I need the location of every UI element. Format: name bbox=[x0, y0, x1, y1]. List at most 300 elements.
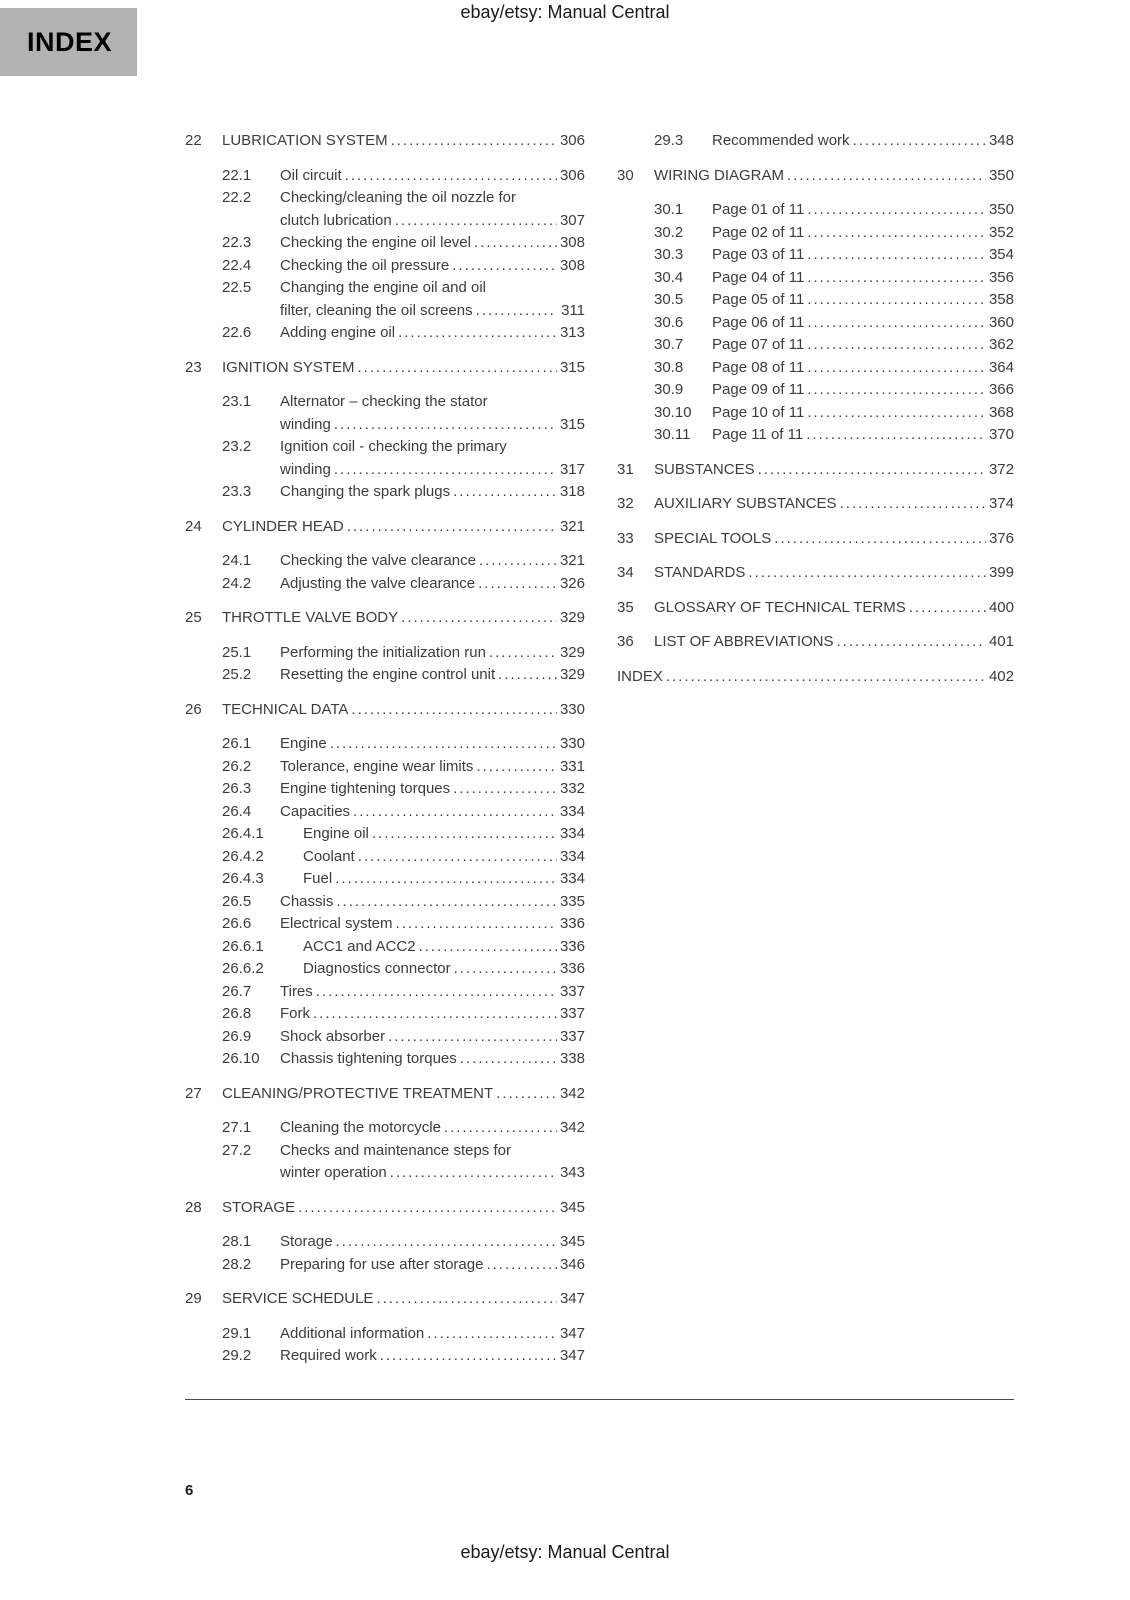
dotted-leader bbox=[479, 550, 557, 573]
dotted-leader bbox=[395, 210, 557, 233]
toc-entry-title: ACC1 and ACC2 bbox=[303, 937, 416, 955]
dotted-leader bbox=[351, 699, 557, 722]
toc-entry-number: 26.4.3 bbox=[222, 870, 264, 887]
toc-entry-title: Fuel bbox=[303, 870, 333, 887]
toc-entry-number: 25.2 bbox=[222, 666, 252, 683]
toc-entry[interactable] bbox=[185, 130, 585, 153]
dotted-leader bbox=[806, 424, 986, 447]
toc-entry-body bbox=[617, 666, 1014, 689]
toc-entry-title-line: Ignition coil - checking the primary bbox=[280, 438, 507, 455]
toc-entry-body bbox=[280, 255, 585, 278]
toc-entry-title: THROTTLE VALVE BODY bbox=[222, 609, 399, 626]
toc-entry[interactable] bbox=[185, 1254, 585, 1277]
toc-entry-page: 352 bbox=[988, 223, 1014, 241]
toc-entry-page: 321 bbox=[559, 517, 585, 535]
toc-entry-body bbox=[280, 165, 585, 188]
toc-entry-title: Resetting the engine control unit bbox=[280, 666, 496, 683]
toc-entry-page: 370 bbox=[988, 426, 1014, 443]
toc-entry-page: 336 bbox=[559, 937, 585, 955]
toc-entry-number: 36 bbox=[617, 633, 634, 650]
dotted-leader bbox=[774, 528, 986, 551]
toc-entry-number: 22.6 bbox=[222, 324, 252, 341]
index-tab-label: INDEX bbox=[27, 26, 113, 57]
toc-entry[interactable] bbox=[617, 631, 1014, 654]
toc-entry-number: 30.6 bbox=[654, 313, 684, 331]
toc-entry[interactable] bbox=[185, 481, 585, 504]
dotted-leader bbox=[807, 379, 986, 402]
toc-entry-body bbox=[280, 664, 585, 687]
toc-entry-body bbox=[280, 1117, 585, 1140]
toc-entry-page: 329 bbox=[559, 609, 585, 626]
toc-entry-page: 368 bbox=[988, 403, 1014, 421]
toc-entry-body bbox=[222, 1083, 585, 1106]
toc-entry-page: 401 bbox=[988, 633, 1014, 650]
toc-entry-number: 22.4 bbox=[222, 256, 252, 274]
toc-entry-page: 334 bbox=[559, 870, 585, 887]
toc-entry-title-line: Checks and maintenance steps for bbox=[280, 1141, 511, 1159]
dotted-leader bbox=[474, 232, 557, 255]
dotted-leader bbox=[398, 322, 557, 345]
toc-entry-body bbox=[280, 391, 585, 436]
toc-entry[interactable] bbox=[185, 391, 585, 436]
toc-entry-page: 306 bbox=[559, 132, 585, 149]
toc-entry-page: 331 bbox=[559, 757, 585, 775]
toc-entry-title: Page 02 of 11 bbox=[712, 223, 805, 241]
toc-entry-number: 30.9 bbox=[654, 381, 684, 398]
toc-entry-number: 26.1 bbox=[222, 735, 252, 752]
toc-entry[interactable] bbox=[617, 379, 1014, 402]
toc-entry[interactable] bbox=[617, 289, 1014, 312]
toc-entry-title: SERVICE SCHEDULE bbox=[222, 1290, 374, 1307]
toc-entry-body bbox=[654, 493, 1014, 516]
toc-entry[interactable] bbox=[617, 334, 1014, 357]
toc-entry[interactable] bbox=[185, 664, 585, 687]
toc-entry[interactable] bbox=[185, 1323, 585, 1346]
toc-entry-body bbox=[280, 642, 585, 665]
toc-entry[interactable] bbox=[185, 573, 585, 596]
dotted-leader bbox=[335, 868, 557, 891]
toc-entry-body bbox=[280, 1003, 585, 1026]
footer-title: ebay/etsy: Manual Central bbox=[460, 1542, 670, 1562]
toc-entry-number: 22.2 bbox=[222, 189, 252, 206]
dotted-leader bbox=[353, 801, 557, 824]
toc-entry[interactable] bbox=[617, 312, 1014, 335]
toc-entry-page: 334 bbox=[559, 825, 585, 842]
toc-entry[interactable] bbox=[185, 1048, 585, 1071]
toc-entry-number: 31 bbox=[617, 460, 634, 478]
dotted-leader bbox=[478, 573, 557, 596]
toc-entry-number: 24.2 bbox=[222, 574, 252, 592]
toc-entry-body bbox=[280, 550, 585, 573]
toc-entry[interactable] bbox=[185, 778, 585, 801]
toc-entry-title: IGNITION SYSTEM bbox=[222, 358, 355, 376]
dotted-leader bbox=[313, 1003, 557, 1026]
toc-entry-page: 332 bbox=[559, 780, 585, 797]
toc-entry[interactable] bbox=[185, 868, 585, 891]
toc-entry-title: Page 11 of 11 bbox=[712, 426, 804, 443]
toc-entry-body bbox=[280, 481, 585, 504]
toc-entry-number: 23.2 bbox=[222, 438, 252, 455]
toc-entry[interactable] bbox=[185, 322, 585, 345]
toc-entry[interactable] bbox=[617, 666, 1014, 689]
toc-entry-body bbox=[280, 1048, 585, 1071]
toc-entry[interactable] bbox=[617, 402, 1014, 425]
dotted-leader bbox=[807, 267, 986, 290]
toc-entry[interactable] bbox=[185, 699, 585, 722]
toc-entry[interactable] bbox=[617, 424, 1014, 447]
dotted-leader bbox=[758, 459, 986, 482]
toc-entry-number: 25 bbox=[185, 609, 202, 626]
toc-entry-body bbox=[712, 130, 1014, 153]
toc-entry-title: Adding engine oil bbox=[280, 324, 396, 341]
toc-entry-number: 30.4 bbox=[654, 268, 684, 286]
toc-entry-body bbox=[280, 891, 585, 914]
toc-entry-page: 347 bbox=[559, 1324, 585, 1342]
dotted-leader bbox=[427, 1323, 557, 1346]
toc-entry[interactable] bbox=[185, 958, 585, 981]
footer-divider bbox=[185, 1399, 1014, 1400]
toc-entry[interactable] bbox=[185, 1003, 585, 1026]
page-number: 6 bbox=[185, 1482, 194, 1499]
toc-entry[interactable] bbox=[185, 1140, 585, 1185]
dotted-leader bbox=[347, 516, 557, 539]
toc-entry-page: 360 bbox=[988, 313, 1014, 331]
toc-entry-number: 26.3 bbox=[222, 780, 252, 797]
toc-entry[interactable] bbox=[185, 165, 585, 188]
toc-entry-page: 343 bbox=[559, 1164, 585, 1181]
toc-entry[interactable] bbox=[185, 1345, 585, 1368]
toc-entry-body bbox=[280, 436, 585, 481]
toc-entry-page: 354 bbox=[988, 246, 1014, 263]
toc-entry-title: SUBSTANCES bbox=[654, 460, 755, 478]
toc-entry-title: Diagnostics connector bbox=[303, 960, 451, 977]
toc-entry-page: 307 bbox=[559, 211, 585, 229]
toc-entry[interactable] bbox=[617, 199, 1014, 222]
toc-entry-page: 362 bbox=[988, 336, 1014, 353]
dotted-leader bbox=[476, 300, 557, 323]
toc-entry-number: 29 bbox=[185, 1290, 202, 1307]
toc-entry-body bbox=[280, 573, 585, 596]
toc-entry-number: 30 bbox=[617, 166, 634, 184]
toc-entry-body bbox=[280, 801, 585, 824]
toc-entry-body bbox=[712, 199, 1014, 222]
toc-entry-number: 30.8 bbox=[654, 358, 684, 376]
dotted-leader bbox=[909, 597, 986, 620]
toc-entry[interactable] bbox=[617, 165, 1014, 188]
dotted-leader bbox=[460, 1048, 557, 1071]
toc-entry-body bbox=[222, 516, 585, 539]
dotted-leader bbox=[807, 222, 986, 245]
toc-entry[interactable] bbox=[617, 562, 1014, 585]
toc-entry-number: 30.5 bbox=[654, 291, 684, 308]
toc-entry-title: Recommended work bbox=[712, 132, 850, 149]
toc-entry-title: LUBRICATION SYSTEM bbox=[222, 132, 388, 149]
toc-entry-body bbox=[303, 868, 585, 891]
header-title: ebay/etsy: Manual Central bbox=[460, 2, 670, 22]
toc-entry-body bbox=[712, 289, 1014, 312]
toc-entry-body bbox=[712, 402, 1014, 425]
toc-entry-page: 350 bbox=[988, 201, 1014, 218]
toc-entry-number: 27.1 bbox=[222, 1119, 252, 1136]
toc-entry-number: 27.2 bbox=[222, 1141, 252, 1159]
toc-entry-page: 372 bbox=[988, 460, 1014, 478]
dotted-leader bbox=[336, 891, 557, 914]
toc-entry-number: 26.8 bbox=[222, 1005, 252, 1022]
toc-entry-number: 32 bbox=[617, 495, 634, 512]
toc-entry-title: CYLINDER HEAD bbox=[222, 517, 344, 535]
toc-entry-number: 26 bbox=[185, 700, 202, 718]
toc-entry-page: 338 bbox=[559, 1050, 585, 1067]
toc-entry-body bbox=[712, 244, 1014, 267]
toc-entry[interactable] bbox=[185, 733, 585, 756]
toc-entry[interactable] bbox=[617, 222, 1014, 245]
toc-entry-number: 23.1 bbox=[222, 393, 252, 410]
toc-entry[interactable] bbox=[185, 846, 585, 869]
toc-entry-body bbox=[280, 778, 585, 801]
dotted-leader bbox=[453, 481, 557, 504]
dotted-leader bbox=[330, 733, 557, 756]
toc-entry-page: 308 bbox=[559, 256, 585, 274]
toc-entry-page: 348 bbox=[988, 132, 1014, 149]
toc-entry-number: 29.3 bbox=[654, 132, 684, 149]
toc-entry-body bbox=[280, 756, 585, 779]
toc-entry[interactable] bbox=[185, 357, 585, 380]
dotted-leader bbox=[380, 1345, 557, 1368]
toc-entry-title: winding bbox=[280, 460, 331, 478]
toc-entry-body bbox=[280, 1231, 585, 1254]
toc-entry[interactable] bbox=[185, 936, 585, 959]
toc-entry-body bbox=[222, 1288, 585, 1311]
toc-entry[interactable] bbox=[185, 756, 585, 779]
toc-entry-number: 24.1 bbox=[222, 552, 252, 569]
toc-entry-title: clutch lubrication bbox=[280, 211, 392, 229]
toc-entry-title: Additional information bbox=[280, 1324, 425, 1342]
dotted-leader bbox=[396, 913, 557, 936]
toc-entry-body bbox=[280, 981, 585, 1004]
toc-entry[interactable] bbox=[185, 1083, 585, 1106]
toc-entry-body bbox=[712, 267, 1014, 290]
toc-entry-title: TECHNICAL DATA bbox=[222, 700, 349, 718]
toc-entry-body bbox=[222, 607, 585, 630]
toc-entry-page: 337 bbox=[559, 1005, 585, 1022]
toc-entry-page: 308 bbox=[559, 234, 585, 251]
toc-entry-body bbox=[654, 597, 1014, 620]
toc-entry[interactable] bbox=[185, 1231, 585, 1254]
toc-entry-title: Engine tightening torques bbox=[280, 780, 451, 797]
dotted-leader bbox=[391, 130, 557, 153]
toc-entry-number: 22.5 bbox=[222, 279, 252, 296]
toc-entry-number: 28 bbox=[185, 1198, 202, 1216]
toc-entry[interactable] bbox=[185, 436, 585, 481]
toc-entry-number: 34 bbox=[617, 564, 634, 581]
toc-entry[interactable] bbox=[185, 642, 585, 665]
dotted-leader bbox=[453, 778, 557, 801]
toc-entry-body bbox=[654, 562, 1014, 585]
toc-entry-page: 358 bbox=[988, 291, 1014, 308]
toc-entry-page: 366 bbox=[988, 381, 1014, 398]
toc-entry-page: 336 bbox=[559, 915, 585, 932]
toc-entry-title: Page 10 of 11 bbox=[712, 403, 805, 421]
toc-entry-page: 342 bbox=[559, 1084, 585, 1102]
toc-entry-number: 26.10 bbox=[222, 1050, 260, 1067]
toc-entry[interactable] bbox=[617, 267, 1014, 290]
toc-entry-title: Page 05 of 11 bbox=[712, 291, 805, 308]
toc-entry-body bbox=[280, 1323, 585, 1346]
toc-entry[interactable] bbox=[185, 891, 585, 914]
dotted-leader bbox=[807, 244, 986, 267]
toc-entry-body bbox=[280, 232, 585, 255]
toc-entry[interactable] bbox=[185, 1197, 585, 1220]
toc-entry[interactable] bbox=[185, 1117, 585, 1140]
toc-entry-title: Engine oil bbox=[303, 825, 369, 842]
toc-entry-body bbox=[654, 165, 1014, 188]
toc-entry[interactable] bbox=[617, 493, 1014, 516]
dotted-leader bbox=[496, 1083, 557, 1106]
toc-entry-number: 26.7 bbox=[222, 982, 252, 1000]
dotted-leader bbox=[807, 312, 986, 335]
toc-entry-title: Page 07 of 11 bbox=[712, 336, 805, 353]
dotted-leader bbox=[334, 459, 557, 482]
toc-entry-page: 329 bbox=[559, 643, 585, 661]
dotted-leader bbox=[807, 357, 986, 380]
toc-entry[interactable] bbox=[185, 516, 585, 539]
toc-entry-number: 30.7 bbox=[654, 336, 684, 353]
toc-entry-title: LIST OF ABBREVIATIONS bbox=[654, 633, 834, 650]
toc-entry-body bbox=[712, 424, 1014, 447]
toc-entry-body bbox=[222, 130, 585, 153]
toc-entry-body bbox=[712, 357, 1014, 380]
toc-entry-page: 374 bbox=[988, 495, 1014, 512]
toc-entry-body bbox=[280, 1254, 585, 1277]
toc-entry-title: Checking the oil pressure bbox=[280, 256, 450, 274]
toc-entry-number: 27 bbox=[185, 1084, 202, 1102]
toc-entry-page: 306 bbox=[559, 166, 585, 184]
dotted-leader bbox=[334, 414, 557, 437]
toc-entry-page: 356 bbox=[988, 268, 1014, 286]
toc-entry[interactable] bbox=[617, 244, 1014, 267]
toc-entry-number: 30.10 bbox=[654, 403, 692, 421]
toc-entry-title: Storage bbox=[280, 1233, 333, 1250]
toc-entry-page: 399 bbox=[988, 564, 1014, 581]
dotted-leader bbox=[298, 1197, 557, 1220]
toc-entry-number: 29.1 bbox=[222, 1324, 252, 1342]
toc-entry-body bbox=[222, 357, 585, 380]
dotted-leader bbox=[840, 493, 986, 516]
toc-entry-title: Chassis bbox=[280, 892, 334, 910]
toc-entry-title: Page 03 of 11 bbox=[712, 246, 805, 263]
dotted-leader bbox=[666, 666, 986, 689]
toc-entry[interactable] bbox=[185, 232, 585, 255]
toc-entry-title: winding bbox=[280, 415, 331, 433]
dotted-leader bbox=[787, 165, 986, 188]
toc-entry[interactable] bbox=[185, 550, 585, 573]
toc-entry-title: Tires bbox=[280, 982, 313, 1000]
dotted-leader bbox=[358, 357, 557, 380]
toc-entry[interactable] bbox=[185, 1288, 585, 1311]
toc-entry-number: 26.9 bbox=[222, 1027, 252, 1045]
toc-entry-number: 30.1 bbox=[654, 201, 684, 218]
toc-entry-body bbox=[280, 322, 585, 345]
toc-entry-body bbox=[303, 958, 585, 981]
toc-entry-number: 26.6.2 bbox=[222, 960, 264, 977]
dotted-leader bbox=[376, 1288, 557, 1311]
toc-entry[interactable] bbox=[617, 597, 1014, 620]
toc-entry-number: 22.1 bbox=[222, 166, 252, 184]
dotted-leader bbox=[372, 823, 557, 846]
toc-entry[interactable] bbox=[185, 801, 585, 824]
toc-entry[interactable] bbox=[185, 1026, 585, 1049]
toc-entry-number: 30.3 bbox=[654, 246, 684, 263]
toc-entry-title: Shock absorber bbox=[280, 1027, 386, 1045]
toc-entry-page: 402 bbox=[988, 667, 1014, 685]
toc-entry-title: Page 04 of 11 bbox=[712, 268, 805, 286]
toc-entry-page: 330 bbox=[559, 735, 585, 752]
toc-entry[interactable] bbox=[185, 607, 585, 630]
toc-entry-number: 28.1 bbox=[222, 1233, 252, 1250]
toc-entry-page: 364 bbox=[988, 358, 1014, 376]
toc-entry-page: 336 bbox=[559, 960, 585, 977]
toc-entry-title: SPECIAL TOOLS bbox=[654, 529, 772, 547]
toc-entry-body bbox=[303, 936, 585, 959]
toc-entry-page: 334 bbox=[559, 802, 585, 820]
toc-entry-page: 337 bbox=[559, 982, 585, 1000]
dotted-leader bbox=[452, 255, 557, 278]
toc-entry-number: 30.11 bbox=[654, 426, 691, 443]
toc-entry-body bbox=[712, 334, 1014, 357]
toc-entry-title: Checking the engine oil level bbox=[280, 234, 471, 251]
toc-entry[interactable] bbox=[185, 255, 585, 278]
toc-entry[interactable] bbox=[185, 187, 585, 232]
toc-entry[interactable] bbox=[185, 913, 585, 936]
toc-entry[interactable] bbox=[617, 357, 1014, 380]
toc-entry-title: Tolerance, engine wear limits bbox=[280, 757, 474, 775]
toc-entry-page: 317 bbox=[559, 460, 585, 478]
toc-entry[interactable] bbox=[617, 528, 1014, 551]
dotted-leader bbox=[807, 199, 986, 222]
toc-entry-title: Page 01 of 11 bbox=[712, 201, 805, 218]
toc-entry-title: Engine bbox=[280, 735, 327, 752]
toc-entry-number: 26.4.1 bbox=[222, 825, 264, 842]
toc-entry-number: 29.2 bbox=[222, 1347, 252, 1364]
dotted-leader bbox=[419, 936, 557, 959]
toc-entry-title: Coolant bbox=[303, 847, 355, 865]
toc-entry-body bbox=[280, 277, 585, 322]
toc-entry-body bbox=[280, 1026, 585, 1049]
toc-entry[interactable] bbox=[617, 130, 1014, 153]
toc-entry-number: 22 bbox=[185, 132, 202, 149]
toc-entry-page: 329 bbox=[559, 666, 585, 683]
toc-entry[interactable] bbox=[185, 277, 585, 322]
toc-entry-title: Chassis tightening torques bbox=[280, 1050, 457, 1067]
toc-entry-title-line: Checking/cleaning the oil nozzle for bbox=[280, 189, 516, 206]
toc-entry-number: 23 bbox=[185, 358, 202, 376]
toc-entry[interactable] bbox=[617, 459, 1014, 482]
toc-entry-title: Electrical system bbox=[280, 915, 393, 932]
toc-entry-number: 26.6.1 bbox=[222, 937, 264, 955]
toc-entry-number: 26.4.2 bbox=[222, 847, 264, 865]
toc-entry-number: 23.3 bbox=[222, 483, 252, 500]
toc-entry[interactable] bbox=[185, 981, 585, 1004]
toc-entry-page: 326 bbox=[559, 574, 585, 592]
toc-entry-body bbox=[654, 459, 1014, 482]
toc-entry-body bbox=[222, 1197, 585, 1220]
toc-entry-page: 318 bbox=[559, 483, 585, 500]
toc-entry-title: GLOSSARY OF TECHNICAL TERMS bbox=[654, 598, 906, 616]
toc-entry[interactable] bbox=[185, 823, 585, 846]
dotted-leader bbox=[807, 402, 986, 425]
dotted-leader bbox=[748, 562, 986, 585]
toc-entry-title: WIRING DIAGRAM bbox=[654, 166, 784, 184]
